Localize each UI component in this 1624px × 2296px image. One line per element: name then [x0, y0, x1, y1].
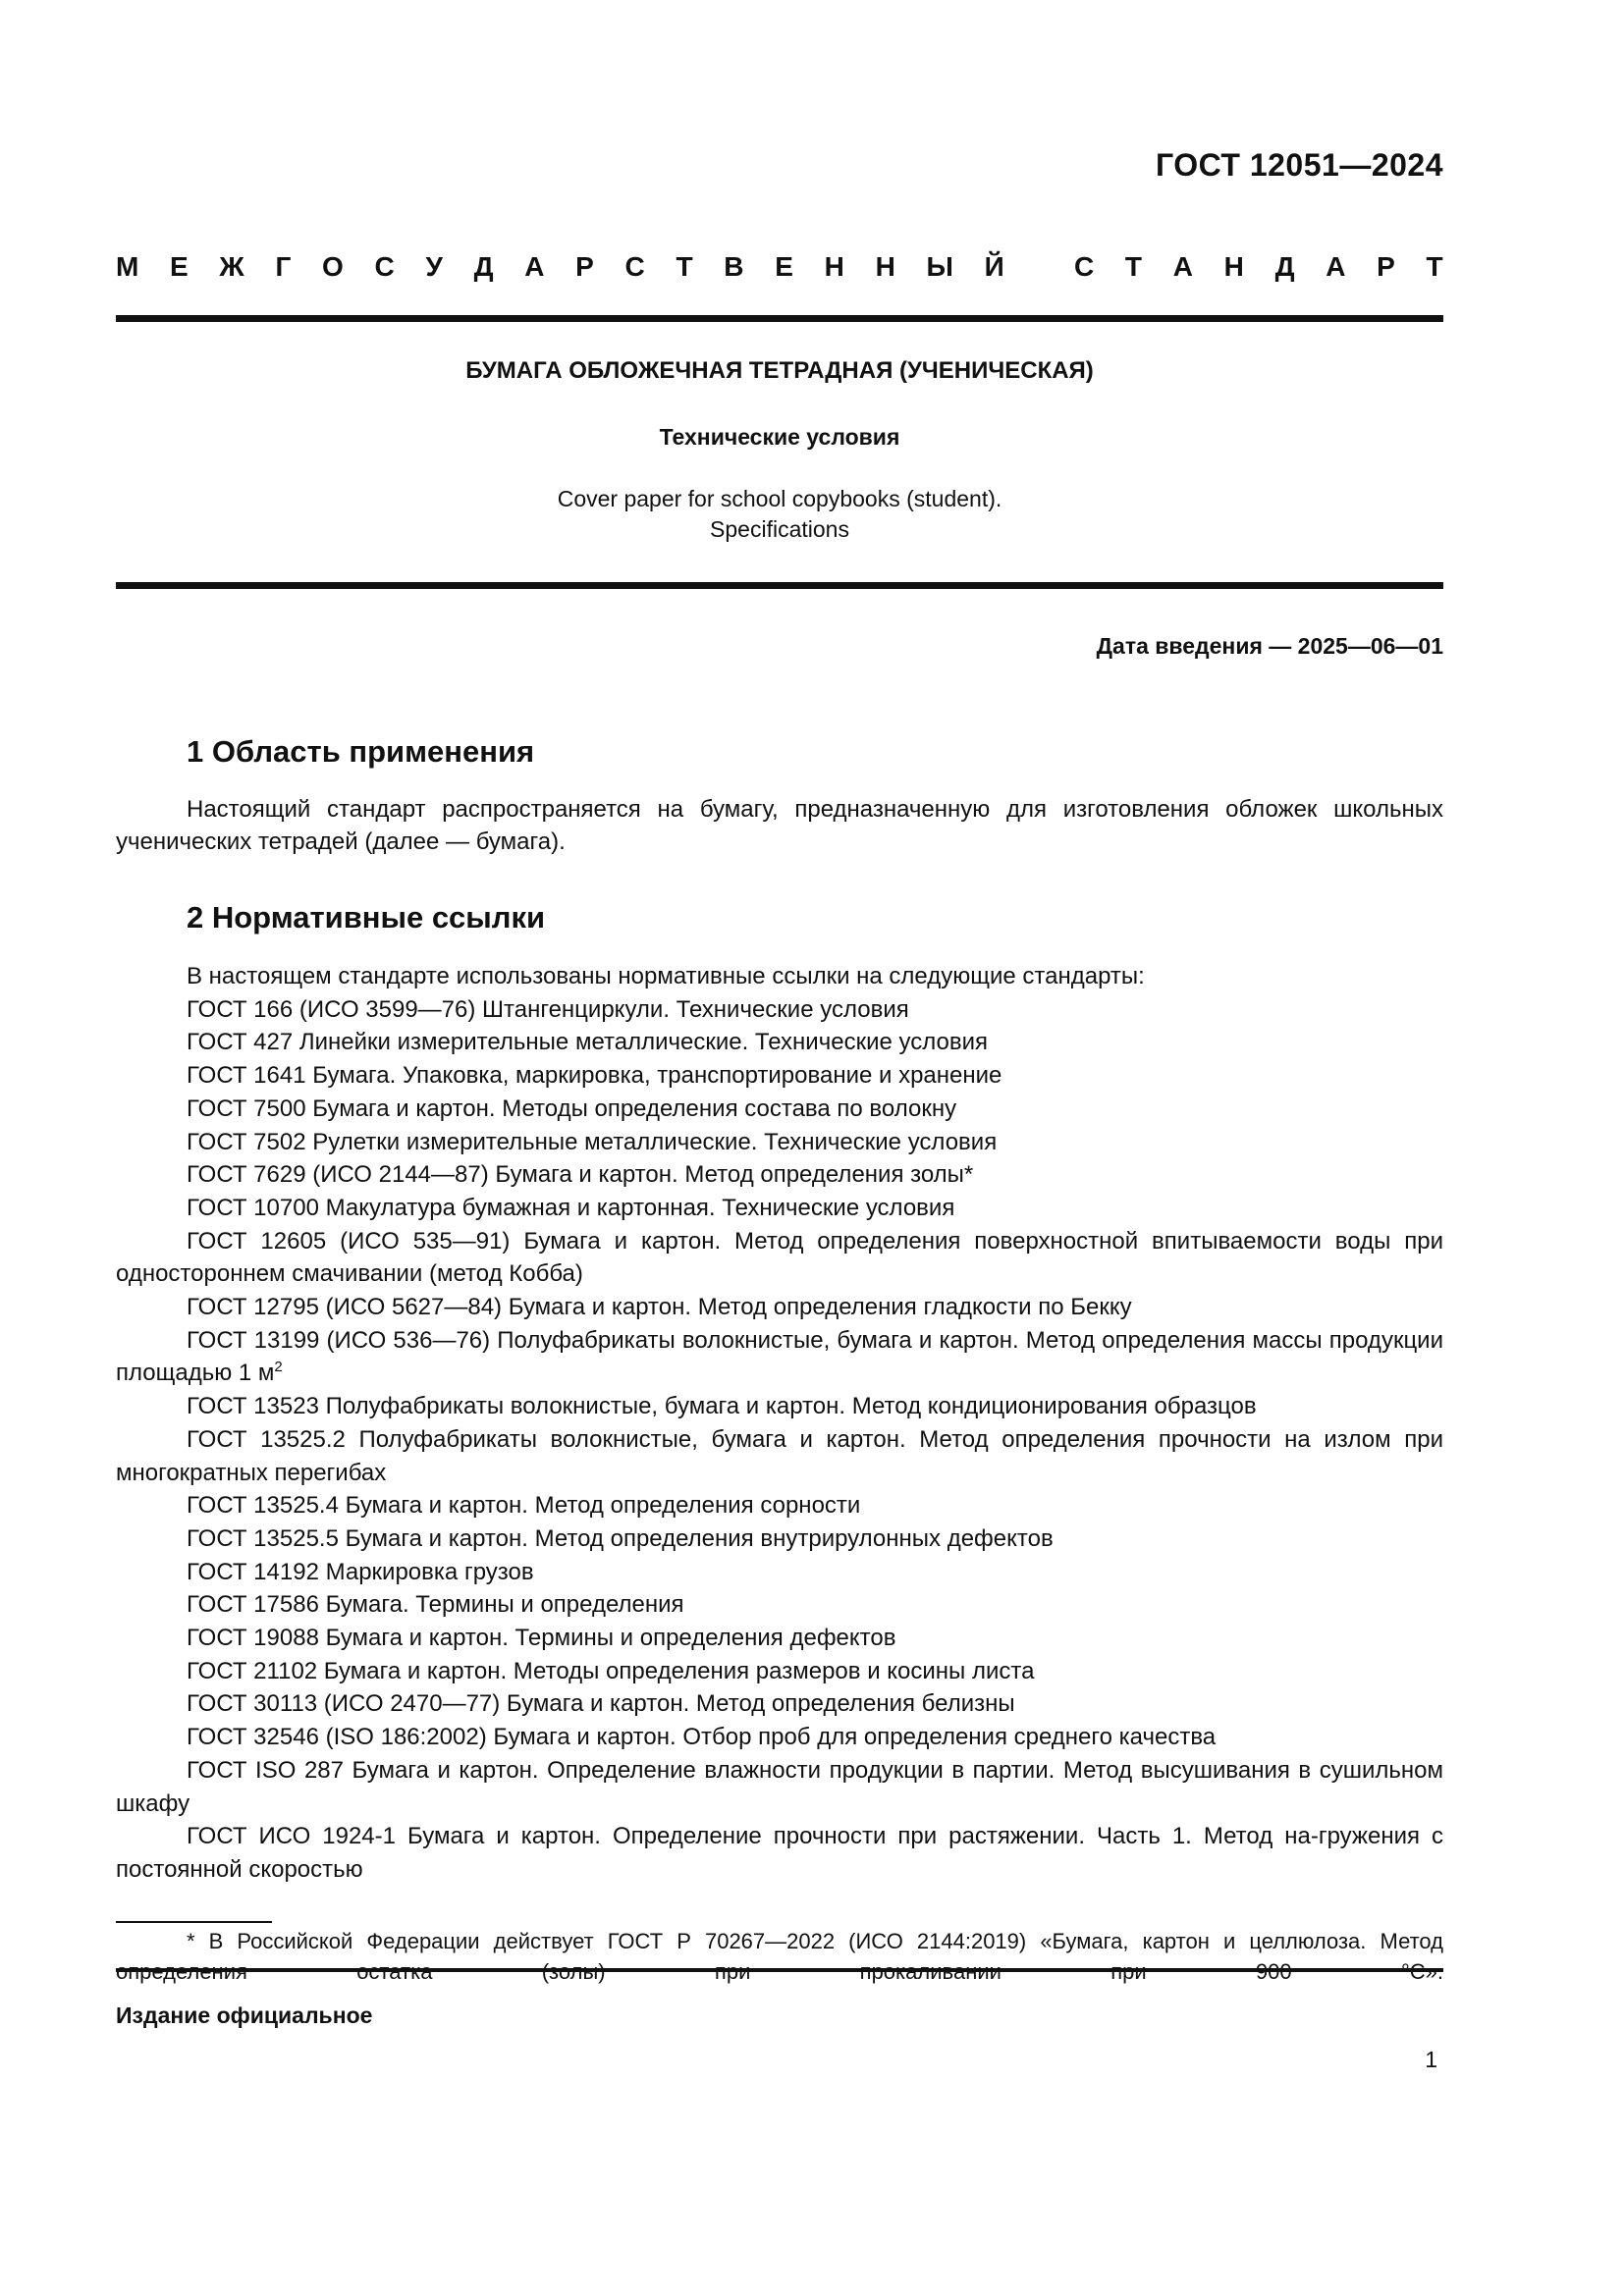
reference-item	[116, 1291, 1443, 1324]
standard-type-letter: Т	[1124, 251, 1142, 282]
page-number: 1	[1425, 2047, 1437, 2072]
reference-item	[116, 1820, 1443, 1886]
header-rule	[116, 315, 1443, 322]
reference-text: ГОСТ 7629 (ИСО 2144—87) Бумага и картон. Метод определения золы*	[187, 1161, 974, 1189]
official-edition-label: Издание официальное	[116, 2002, 373, 2028]
standard-type-letter: М	[116, 251, 139, 282]
reference-item	[116, 1423, 1443, 1489]
reference-item	[116, 1126, 1443, 1159]
standard-type-letter: В	[724, 251, 744, 282]
standard-type-letter: Й	[984, 251, 1004, 282]
reference-item	[116, 1026, 1443, 1059]
standard-type-letter: Р	[1377, 251, 1395, 282]
footer-rule	[116, 1968, 1443, 1972]
standard-type-letter: Ж	[219, 251, 244, 282]
reference-item	[116, 1721, 1443, 1754]
reference-item	[116, 1754, 1443, 1820]
section-1-paragraph: Настоящий стандарт распространяется на бумагу, предназначенную для изготовления обложек школьных ученических тетрадей (далее — бумага).	[116, 796, 1443, 855]
references-list	[116, 960, 1443, 1887]
standard-type-letter: Г	[275, 251, 292, 282]
reference-item	[116, 1655, 1443, 1688]
standard-type-letter: Н	[824, 251, 844, 282]
section-1-heading: 1 Область применения	[187, 734, 535, 769]
reference-item	[116, 1158, 1443, 1192]
reference-text: ГОСТ 19088 Бумага и картон. Термины и определения дефектов	[187, 1625, 896, 1652]
reference-item	[116, 1059, 1443, 1093]
reference-text: ГОСТ 10700 Макулатура бумажная и картонная. Технические условия	[187, 1194, 955, 1221]
english-title	[116, 484, 1443, 545]
reference-item	[116, 1622, 1443, 1655]
standard-type-letter: Т	[676, 251, 693, 282]
section-2-heading: 2 Нормативные ссылки	[187, 900, 546, 934]
standard-type-letter: Р	[575, 251, 594, 282]
standard-type-letter: Е	[775, 251, 793, 282]
reference-text: ГОСТ 14192 Маркировка грузов	[187, 1558, 534, 1585]
standard-type-letter: Е	[170, 251, 189, 282]
standard-type-heading	[116, 251, 1443, 283]
standard-type-letter	[1035, 251, 1043, 283]
reference-text: ГОСТ ISO 287 Бумага и картон. Определение влажности продукции в партии. Метод высушивания в сушильном шкафу	[116, 1756, 1443, 1817]
standard-type-letter: У	[425, 251, 443, 282]
english-title-line-2: Specifications	[710, 516, 849, 542]
reference-item	[116, 1522, 1443, 1556]
reference-text: ГОСТ 13523 Полуфабрикаты волокнистые, бумага и картон. Метод кондиционирования образцов	[187, 1393, 1257, 1420]
reference-text: ГОСТ 12605 (ИСО 535—91) Бумага и картон. Метод определения поверхностной впитываемости воды при одностороннем смачивании (метод Кобба)	[116, 1227, 1443, 1288]
reference-text: ГОСТ 7500 Бумага и картон. Методы определения состава по волокну	[187, 1095, 957, 1122]
standard-type-letter: Д	[1274, 251, 1295, 282]
reference-item	[116, 1489, 1443, 1522]
reference-text: ГОСТ 17586 Бумага. Термины и определения	[187, 1591, 684, 1619]
standard-type-letter: О	[322, 251, 344, 282]
footnote-text: * В Российской Федерации действует ГОСТ Р 70267—2022 (ИСО 2144:2019) «Бумага, картон и целлюлоза. Метод	[187, 1929, 1443, 1953]
reference-item	[116, 1192, 1443, 1225]
reference-item	[116, 1588, 1443, 1622]
section-1-text	[116, 793, 1443, 858]
standard-type-letter: А	[1172, 251, 1193, 282]
standard-type-letter: А	[1326, 251, 1346, 282]
reference-text: ГОСТ 13199 (ИСО 536—76) Полуфабрикаты волокнистые, бумага и картон. Метод определения массы продукции площадью 1 м	[116, 1326, 1443, 1387]
reference-item	[116, 1225, 1443, 1291]
english-title-line-1: Cover paper for school copybooks (student).	[557, 486, 1002, 511]
reference-item	[116, 1093, 1443, 1126]
reference-text: ГОСТ 13525.2 Полуфабрикаты волокнистые, бумага и картон. Метод определения прочности на излом при многократных перегибах	[116, 1425, 1443, 1486]
reference-text: ГОСТ 7502 Рулетки измерительные металлические. Технические условия	[187, 1128, 998, 1155]
reference-text: ГОСТ 427 Линейки измерительные металлические. Технические условия	[187, 1029, 988, 1056]
reference-item	[116, 1687, 1443, 1721]
standard-type-letter: С	[374, 251, 395, 282]
standard-type-letter: Ы	[926, 251, 953, 282]
superscript: 2	[274, 1359, 283, 1376]
reference-text: ГОСТ 13525.5 Бумага и картон. Метод определения внутрирулонных дефектов	[187, 1524, 1054, 1552]
standard-type-letter: А	[524, 251, 545, 282]
standard-type-letter: Т	[1426, 251, 1443, 282]
title-rule	[116, 582, 1443, 589]
standard-type-letter: Н	[875, 251, 895, 282]
reference-text: ГОСТ 30113 (ИСО 2470—77) Бумага и картон. Метод определения белизны	[187, 1690, 1015, 1718]
reference-text: ГОСТ 1641 Бумага. Упаковка, маркировка, транспортирование и хранение	[187, 1062, 1002, 1090]
document-subtitle: Технические условия	[659, 424, 900, 450]
reference-item	[116, 1390, 1443, 1423]
reference-item	[116, 1556, 1443, 1589]
document-title: БУМАГА ОБЛОЖЕЧНАЯ ТЕТРАДНАЯ (УЧЕНИЧЕСКАЯ)	[465, 357, 1094, 384]
reference-text: ГОСТ 12795 (ИСО 5627—84) Бумага и картон. Метод определения гладкости по Бекку	[187, 1294, 1132, 1321]
footnote-separator	[116, 1921, 272, 1923]
reference-item	[116, 993, 1443, 1027]
reference-text: ГОСТ ИСО 1924-1 Бумага и картон. Определение прочности при растяжении. Часть 1. Метод на-гружения с постоянной скоростью	[116, 1823, 1443, 1883]
reference-item	[116, 1324, 1443, 1390]
reference-text: ГОСТ 13525.4 Бумага и картон. Метод определения сорности	[187, 1492, 861, 1520]
reference-text: ГОСТ 32546 (ISO 186:2002) Бумага и картон. Отбор проб для определения среднего качества	[187, 1724, 1217, 1751]
standard-type-letter: С	[1073, 251, 1095, 282]
footnote	[116, 1926, 1443, 1987]
reference-text: ГОСТ 21102 Бумага и картон. Методы определения размеров и косины листа	[187, 1657, 1035, 1684]
standard-type-letter: Д	[473, 251, 494, 282]
introduction-date: Дата введения — 2025—06—01	[1096, 633, 1443, 659]
reference-text: ГОСТ 166 (ИСО 3599—76) Штангенциркули. Технические условия	[187, 995, 909, 1023]
standard-type-letter: Н	[1223, 251, 1244, 282]
gost-number: ГОСТ 12051—2024	[1155, 147, 1443, 183]
standard-type-letter: С	[624, 251, 645, 282]
references-intro: В настоящем стандарте использованы нормативные ссылки на следующие стандарты:	[187, 963, 1145, 989]
